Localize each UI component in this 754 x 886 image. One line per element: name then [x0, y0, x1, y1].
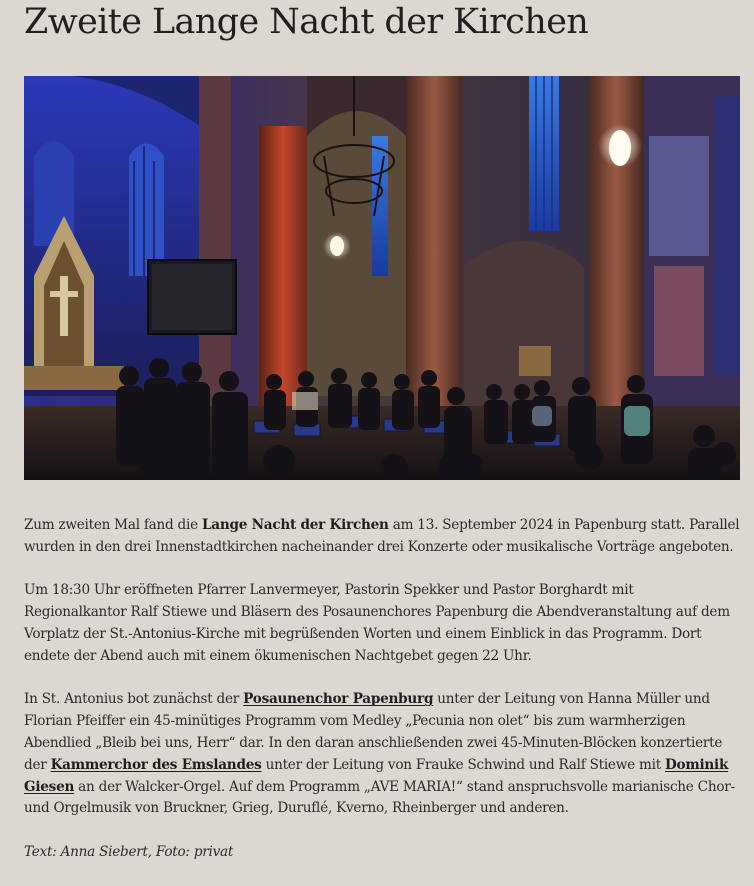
text: unter der Leitung von Frauke Schwind und Ralf Stiewe mit: [261, 756, 666, 773]
article-photo: [24, 76, 740, 480]
text: In St. Antonius bot zunächst der: [24, 691, 244, 708]
paragraph-opening: Um 18:30 Uhr eröffneten Pfarrer Lanvermeyer, Pastorin Spekker und Pastor Borghardt mit Regionalkantor Ralf Stiewe und Bläsern des Posaunenchores Papenburg die Abendveranstaltung auf dem Vorplatz der St.-Antonius-Kirche mit begrüßenden Worten und einem Einblick in das Programm. Dort endete der Abend auch mit einem ökumenischen Nachtgebet gegen 22 Uhr.: [24, 582, 730, 664]
event-name: Lange Nacht der Kirchen: [201, 517, 389, 533]
article-body: [24, 515, 740, 886]
link-posaunenchor[interactable]: Posaunenchor Papenburg: [243, 691, 434, 708]
credits: [24, 842, 740, 864]
text: an der Walcker-Orgel. Auf dem Programm „AVE MARIA!“ stand anspruchsvolle marianische Chor- und Orgelmusik von Bruckner, Grieg, Duruflé, Kverno, Rheinberger und anderen.: [24, 778, 735, 817]
paragraph-program: [24, 689, 740, 820]
link-kammerchor[interactable]: Kammerchor des Emslandes: [50, 756, 262, 773]
paragraph-intro: [24, 515, 740, 559]
text: unter der Leitung von Hanna Müller und Florian Pfeiffer ein 45-minütiges Programm vom Medley „Pecunia non olet“ bis zum warmherzigen Abendlied „Bleib bei uns, Herr“ dar. In den daran anschließenden zwei 45-Minuten-Blöcken konzertierte der: [24, 691, 723, 773]
link-dominik-giesen[interactable]: Dominik Giesen: [24, 756, 729, 795]
page-title: Zweite Lange Nacht der Kirchen: [24, 2, 589, 42]
text: am 13. September 2024 in Papenburg statt. Parallel wurden in den drei Innenstadtkirchen nacheinander drei Konzerte oder musikalische Vorträge angeboten.: [24, 517, 740, 555]
credits-text: Text: Anna Siebert, Foto: privat: [24, 843, 234, 860]
text: Zum zweiten Mal fand die: [24, 517, 202, 533]
